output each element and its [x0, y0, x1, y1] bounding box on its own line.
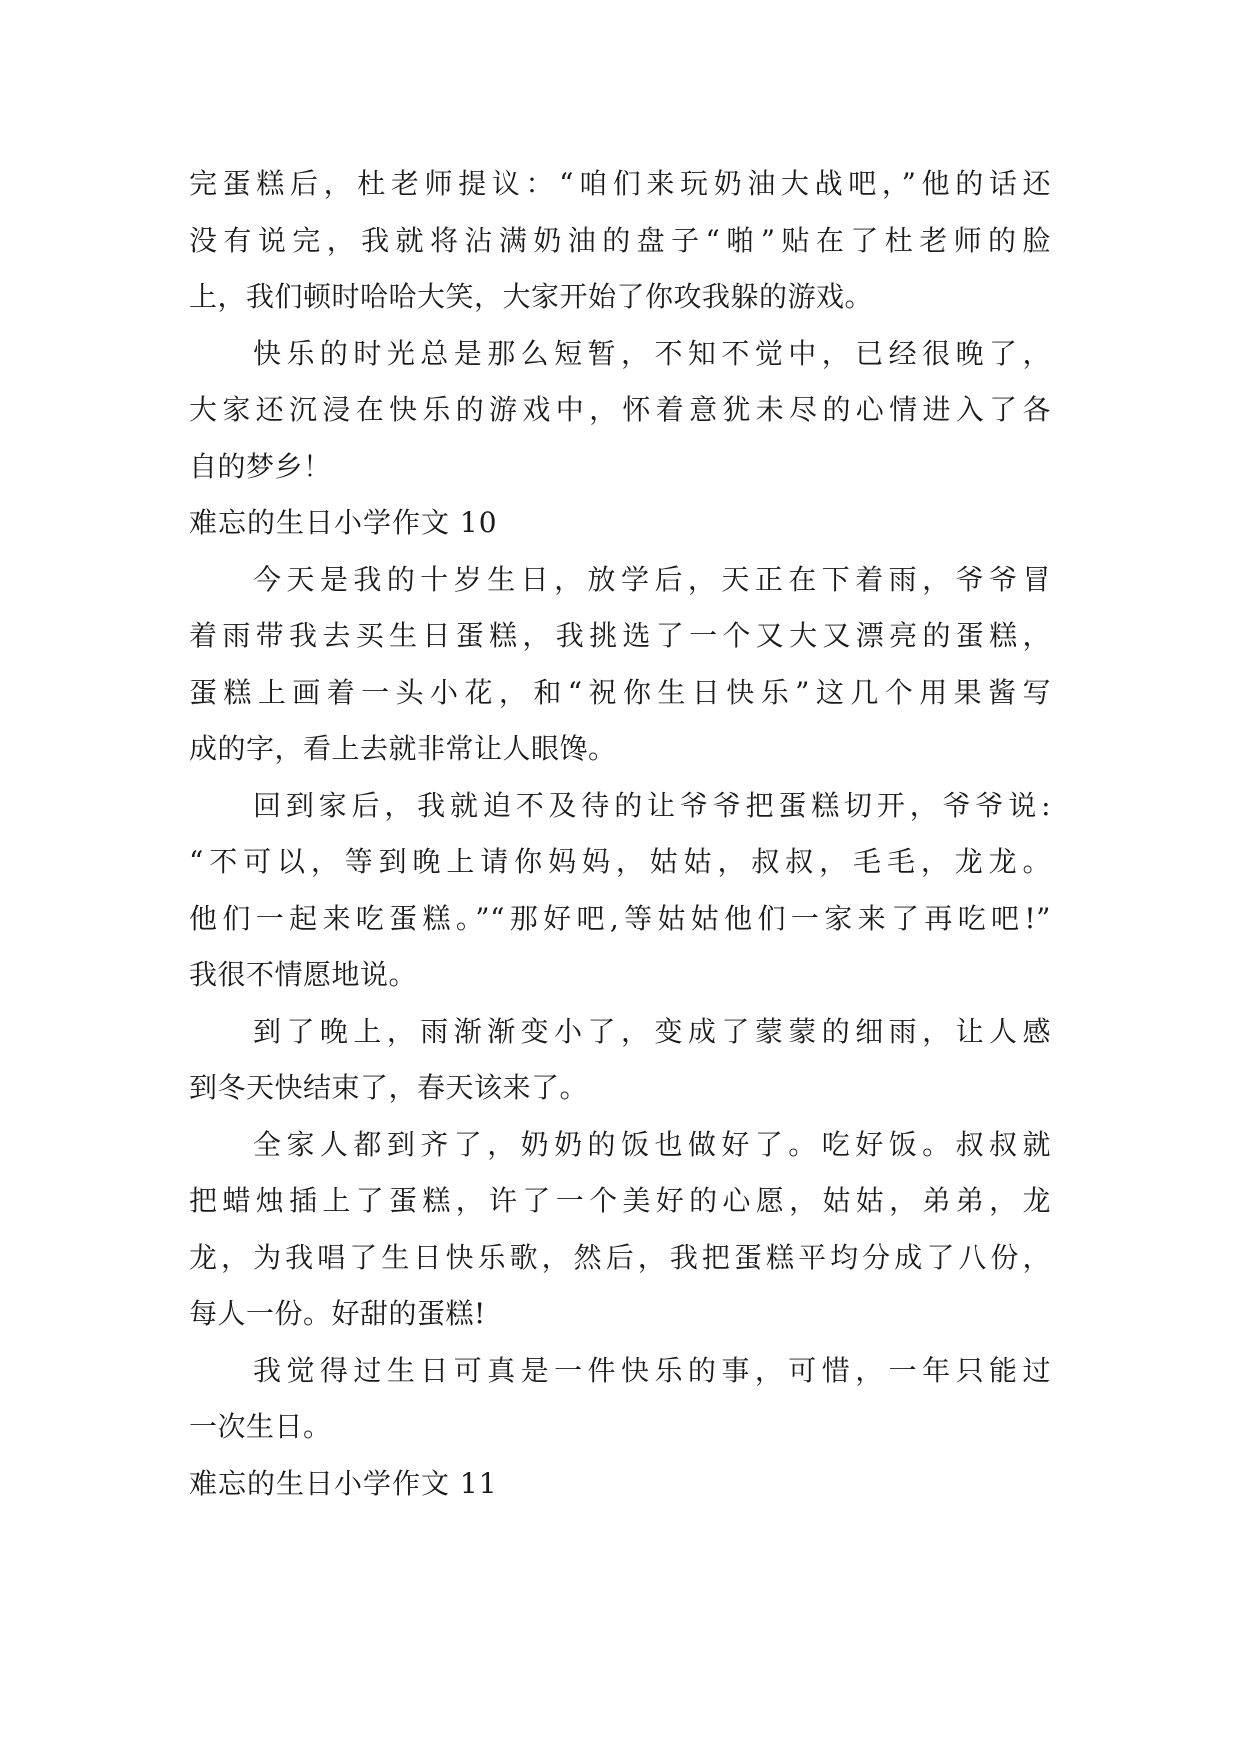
- text-line: 把蜡烛插上了蛋糕，许了一个美好的心愿，姑姑，弟弟，龙: [189, 1184, 1051, 1217]
- section-heading: 难忘的生日小学作文 10: [189, 506, 498, 539]
- text-line: 一次生日。: [189, 1410, 332, 1443]
- paragraph: [189, 326, 1051, 496]
- text-line: 完蛋糕后，杜老师提议：“咱们来玩奶油大战吧，”他的话还: [189, 167, 1051, 200]
- text-line: 到了晚上，雨渐渐变小了，变成了蒙蒙的细雨，让人感: [253, 1014, 1051, 1048]
- paragraph: [189, 156, 1051, 326]
- text-line: 蛋糕上画着一头小花，和“祝你生日快乐”这几个用果酱写: [189, 675, 1051, 709]
- text-line: 回到家后，我就迫不及待的让爷爷把蛋糕切开，爷爷说:: [253, 788, 1051, 822]
- paragraph: [189, 552, 1051, 778]
- text-line: 到冬天快结束了，春天该来了。: [189, 1071, 589, 1104]
- text-line: 他们一起来吃蛋糕。”“那好吧,等姑姑他们一家来了再吃吧!”: [189, 901, 1051, 935]
- text-line: 我觉得过生日可真是一件快乐的事，可惜，一年只能过: [253, 1353, 1051, 1387]
- paragraph: [189, 1117, 1051, 1343]
- text-line: 上，我们顿时哈哈大笑，大家开始了你攻我躲的游戏。: [189, 280, 874, 313]
- text-line: 成的字，看上去就非常让人眼馋。: [189, 732, 617, 765]
- text-line: 没有说完，我就将沾满奶油的盘子“啪”贴在了杜老师的脸: [189, 223, 1051, 257]
- section-heading: 难忘的生日小学作文 11: [189, 1466, 498, 1500]
- paragraph: [189, 1004, 1051, 1117]
- text-line: 每人一份。好甜的蛋糕!: [189, 1297, 486, 1330]
- text-line: 全家人都到齐了，奶奶的饭也做好了。吃好饭。叔叔就: [253, 1127, 1051, 1161]
- text-line: 自的梦乡！: [189, 449, 332, 483]
- paragraph: [189, 1343, 1051, 1456]
- document-body: [189, 156, 1051, 1512]
- text-line: 我很不情愿地说。: [189, 958, 418, 991]
- text-line: 着雨带我去买生日蛋糕，我挑选了一个又大又漂亮的蛋糕，: [189, 619, 1051, 652]
- text-line: 快乐的时光总是那么短暂，不知不觉中，已经很晚了，: [253, 336, 1051, 370]
- text-line: 今天是我的十岁生日，放学后，天正在下着雨，爷爷冒: [253, 562, 1051, 596]
- text-line: “不可以，等到晚上请你妈妈，姑姑，叔叔，毛毛，龙龙。: [189, 845, 1051, 878]
- text-line: 大家还沉浸在快乐的游戏中，怀着意犹未尽的心情进入了各: [189, 393, 1051, 426]
- text-line: 龙，为我唱了生日快乐歌，然后，我把蛋糕平均分成了八份，: [189, 1240, 1051, 1274]
- paragraph: [189, 778, 1051, 1004]
